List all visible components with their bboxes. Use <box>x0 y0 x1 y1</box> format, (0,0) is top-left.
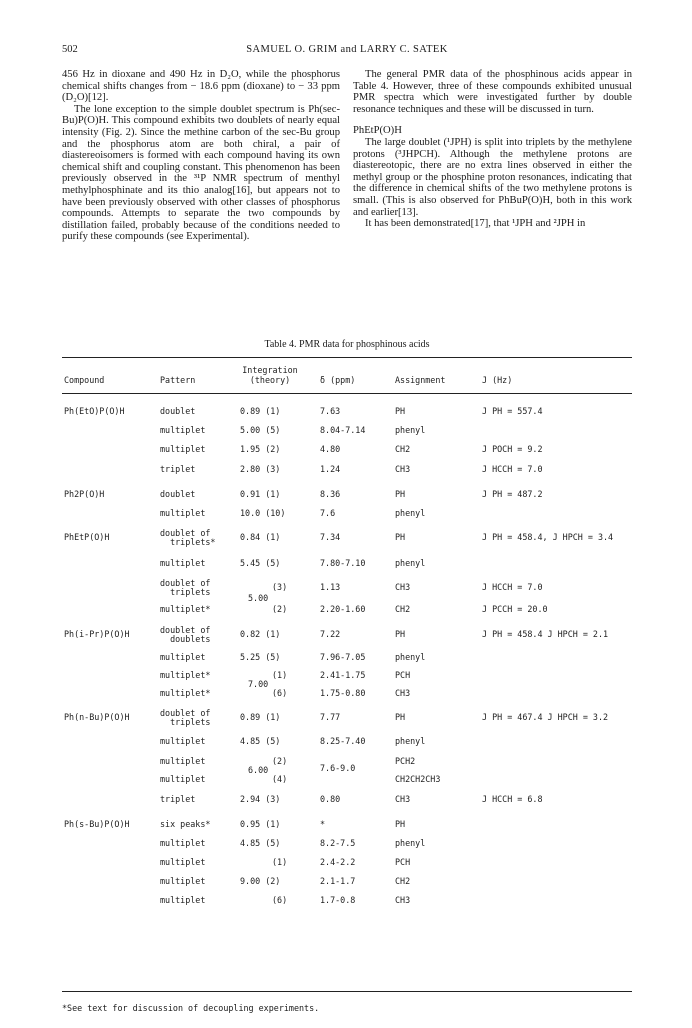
pattern-cell: multiplet <box>160 895 206 905</box>
compound-name: PhEtP(O)H <box>64 532 110 542</box>
coupling-constant-cell: J PH = 458.4, J HPCH = 3.4 <box>482 532 614 542</box>
delta-cell: 4.80 <box>320 444 341 454</box>
paragraph: 456 Hz in dioxane and 490 Hz in D₂O, while the phosphorus chemical shifts changes from − 18.6 ppm (dioxane) to − 33 ppm (D₂O)[12]. <box>62 69 340 104</box>
pattern-cell: multiplet <box>160 774 206 784</box>
delta-cell: 7.6-9.0 <box>320 763 356 773</box>
integration-cell: (6) <box>272 688 288 698</box>
integration-cell: 0.82 (1) <box>240 629 281 639</box>
integration-cell: 4.85 (5) <box>240 838 281 848</box>
left-text-column <box>62 69 340 243</box>
paragraph: The lone exception to the simple doublet spectrum is Ph(sec-Bu)P(O)H. This compound exhibits two doublets of nearly equal intensity (Fig. 2). Since the methine carbon of the sec-Bu group and the phosphorus atom are both chiral, a pair of diastereoisomers is formed with each compound having its own chemical shift and coupling constant. This phenomenon has been previously observed in the ³¹P NMR spectrum of menthyl methylphosphinate and its thio analog[16], but appears not to have been previously observed with other classes of phosphorus compounds. Attempts to separate the two compounds by distillation failed, probably because of the conditions needed to purify these compounds (see Experimental). <box>62 103 340 243</box>
pattern-cell: multiplet* <box>160 688 211 698</box>
integration-cell: 0.95 (1) <box>240 819 281 829</box>
delta-cell: 0.80 <box>320 794 341 804</box>
compound-name: Ph(n-Bu)P(O)H <box>64 712 130 722</box>
coupling-constant-cell: J HCCH = 7.0 <box>482 464 543 474</box>
pattern-cell: multiplet <box>160 508 206 518</box>
assignment-cell: CH3 <box>395 582 411 592</box>
right-text-column <box>353 69 632 230</box>
page-header <box>62 44 632 58</box>
table-bottom-rule <box>62 991 632 992</box>
integration-cell: 2.80 (3) <box>240 464 281 474</box>
assignment-cell: PH <box>395 819 406 829</box>
pattern-cell: multiplet* <box>160 604 211 614</box>
delta-cell: 7.63 <box>320 406 341 416</box>
assignment-cell: PH <box>395 406 406 416</box>
assignment-cell: phenyl <box>395 425 426 435</box>
delta-cell: 1.7-0.8 <box>320 895 356 905</box>
coupling-constant-cell: J HCCH = 6.8 <box>482 794 543 804</box>
header-delta: δ (ppm) <box>320 375 356 385</box>
delta-cell: 7.6 <box>320 508 336 518</box>
pattern-cell: multiplet <box>160 736 206 746</box>
compound-name: Ph(i-Pr)P(O)H <box>64 629 130 639</box>
coupling-constant-cell: J POCH = 9.2 <box>482 444 543 454</box>
delta-cell: 7.96-7.05 <box>320 652 366 662</box>
integration-cell: (1) <box>272 670 288 680</box>
delta-cell: 2.20-1.60 <box>320 604 366 614</box>
coupling-constant-cell: J PCCH = 20.0 <box>482 604 548 614</box>
table-footnote: *See text for discussion of decoupling experiments. <box>62 1003 320 1013</box>
delta-cell: 7.22 <box>320 629 341 639</box>
delta-cell: 1.13 <box>320 582 341 592</box>
integration-cell: 5.00 (5) <box>240 425 281 435</box>
header-pattern: Pattern <box>160 375 196 385</box>
coupling-constant-cell: J PH = 487.2 <box>482 489 543 499</box>
delta-cell: 8.2-7.5 <box>320 838 356 848</box>
paragraph: It has been demonstrated[17], that ¹JPH and ²JPH in <box>365 218 586 230</box>
assignment-cell: phenyl <box>395 652 426 662</box>
table-header-rule <box>62 393 632 394</box>
pattern-cell: multiplet <box>160 857 206 867</box>
pattern-cell: multiplet <box>160 652 206 662</box>
pattern-cell: multiplet <box>160 425 206 435</box>
pattern-cell: doublet of triplets <box>160 708 211 727</box>
integration-cell: 0.89 (1) <box>240 712 281 722</box>
assignment-cell: CH3 <box>395 794 411 804</box>
pattern-cell: triplet <box>160 464 196 474</box>
delta-cell: 1.24 <box>320 464 341 474</box>
header-assignment: Assignment <box>395 375 446 385</box>
paragraph: The large doublet (¹JPH) is split into triplets by the methylene protons (³JHPCH). Although the methylene protons are diastereotopic, there are no extra lines observed in either the methyl group or the phosphine proton resonances, indicating that the difference in chemical shifts of the two methylene protons is small. (This is also observed for PhBuP(O)H, both in this work and earlier[13]. <box>353 136 632 218</box>
coupling-constant-cell: J HCCH = 7.0 <box>482 582 543 592</box>
delta-cell: 2.1-1.7 <box>320 876 356 886</box>
header-integration: Integration (theory) <box>242 365 298 385</box>
assignment-cell: CH2 <box>395 876 411 886</box>
integration-cell: 0.84 (1) <box>240 532 281 542</box>
integration-cell: 2.94 (3) <box>240 794 281 804</box>
page-number: 502 <box>62 44 78 55</box>
pattern-cell: multiplet* <box>160 670 211 680</box>
coupling-constant-cell: J PH = 458.4 J HPCH = 2.1 <box>482 629 609 639</box>
assignment-cell: CH3 <box>395 688 411 698</box>
pattern-cell: multiplet <box>160 558 206 568</box>
integration-cell: 4.85 (5) <box>240 736 281 746</box>
integration-cell: (6) <box>272 895 288 905</box>
pattern-cell: multiplet <box>160 876 206 886</box>
compound-name: Ph(s-Bu)P(O)H <box>64 819 130 829</box>
assignment-cell: CH2 <box>395 444 411 454</box>
delta-cell: 7.80-7.10 <box>320 558 366 568</box>
pattern-cell: triplet <box>160 794 196 804</box>
assignment-cell: PCH <box>395 670 411 680</box>
assignment-cell: CH3 <box>395 464 411 474</box>
assignment-cell: phenyl <box>395 508 426 518</box>
delta-cell: * <box>320 819 326 829</box>
integration-cell: (1) <box>272 857 288 867</box>
integration-cell: 5.45 (5) <box>240 558 281 568</box>
integration-cell: 5.25 (5) <box>240 652 281 662</box>
delta-cell: 8.04-7.14 <box>320 425 366 435</box>
pattern-cell: doublet of doublets <box>160 625 211 644</box>
assignment-cell: CH3 <box>395 895 411 905</box>
compound-name: Ph2P(O)H <box>64 489 105 499</box>
pattern-cell: multiplet <box>160 756 206 766</box>
table-caption: Table 4. PMR data for phosphinous acids <box>264 339 430 350</box>
pattern-cell: multiplet <box>160 838 206 848</box>
integration-cell: 10.0 (10) <box>240 508 286 518</box>
assignment-cell: CH2CH2CH3 <box>395 774 441 784</box>
delta-cell: 2.41-1.75 <box>320 670 366 680</box>
integration-cell: 0.91 (1) <box>240 489 281 499</box>
assignment-cell: PH <box>395 629 406 639</box>
integration-cell: (2) <box>272 756 288 766</box>
pattern-cell: doublet <box>160 489 196 499</box>
pattern-cell: doublet of triplets* <box>160 528 216 547</box>
delta-cell: 8.25-7.40 <box>320 736 366 746</box>
header-j: J (Hz) <box>482 375 513 385</box>
assignment-cell: PH <box>395 489 406 499</box>
assignment-cell: phenyl <box>395 558 426 568</box>
coupling-constant-cell: J PH = 557.4 <box>482 406 543 416</box>
coupling-constant-cell: J PH = 467.4 J HPCH = 3.2 <box>482 712 609 722</box>
integration-cell: (2) <box>272 604 288 614</box>
delta-cell: 1.75-0.80 <box>320 688 366 698</box>
header-compound: Compound <box>64 375 105 385</box>
table-top-rule <box>62 357 632 358</box>
assignment-cell: CH2 <box>395 604 411 614</box>
integration-cell: (3) <box>272 582 288 592</box>
integration-cell: (4) <box>272 774 288 784</box>
assignment-cell: PCH <box>395 857 411 867</box>
integration-cell: 0.89 (1) <box>240 406 281 416</box>
assignment-cell: PH <box>395 712 406 722</box>
assignment-cell: phenyl <box>395 736 426 746</box>
shared-integration-cell: 5.00 <box>248 593 269 603</box>
delta-cell: 7.77 <box>320 712 341 722</box>
shared-integration-cell: 6.00 <box>248 765 269 775</box>
pattern-cell: doublet of triplets <box>160 578 211 597</box>
running-head-authors: SAMUEL O. GRIM and LARRY C. SATEK <box>246 44 448 55</box>
assignment-cell: PH <box>395 532 406 542</box>
delta-cell: 8.36 <box>320 489 341 499</box>
assignment-cell: PCH2 <box>395 756 416 766</box>
section-heading: PhEtP(O)H <box>353 125 402 137</box>
delta-cell: 7.34 <box>320 532 341 542</box>
paragraph: The general PMR data of the phosphinous acids appear in Table 4. However, three of these compounds exhibited unusual PMR spectra which were investigated further by double resonance techniques and these will be discussed in turn. <box>353 69 632 115</box>
pattern-cell: doublet <box>160 406 196 416</box>
compound-name: Ph(EtO)P(O)H <box>64 406 125 416</box>
pattern-cell: six peaks* <box>160 819 211 829</box>
assignment-cell: phenyl <box>395 838 426 848</box>
integration-cell: 9.00 (2) <box>240 876 281 886</box>
pattern-cell: multiplet <box>160 444 206 454</box>
integration-cell: 1.95 (2) <box>240 444 281 454</box>
delta-cell: 2.4-2.2 <box>320 857 356 867</box>
shared-integration-cell: 7.00 <box>248 679 269 689</box>
